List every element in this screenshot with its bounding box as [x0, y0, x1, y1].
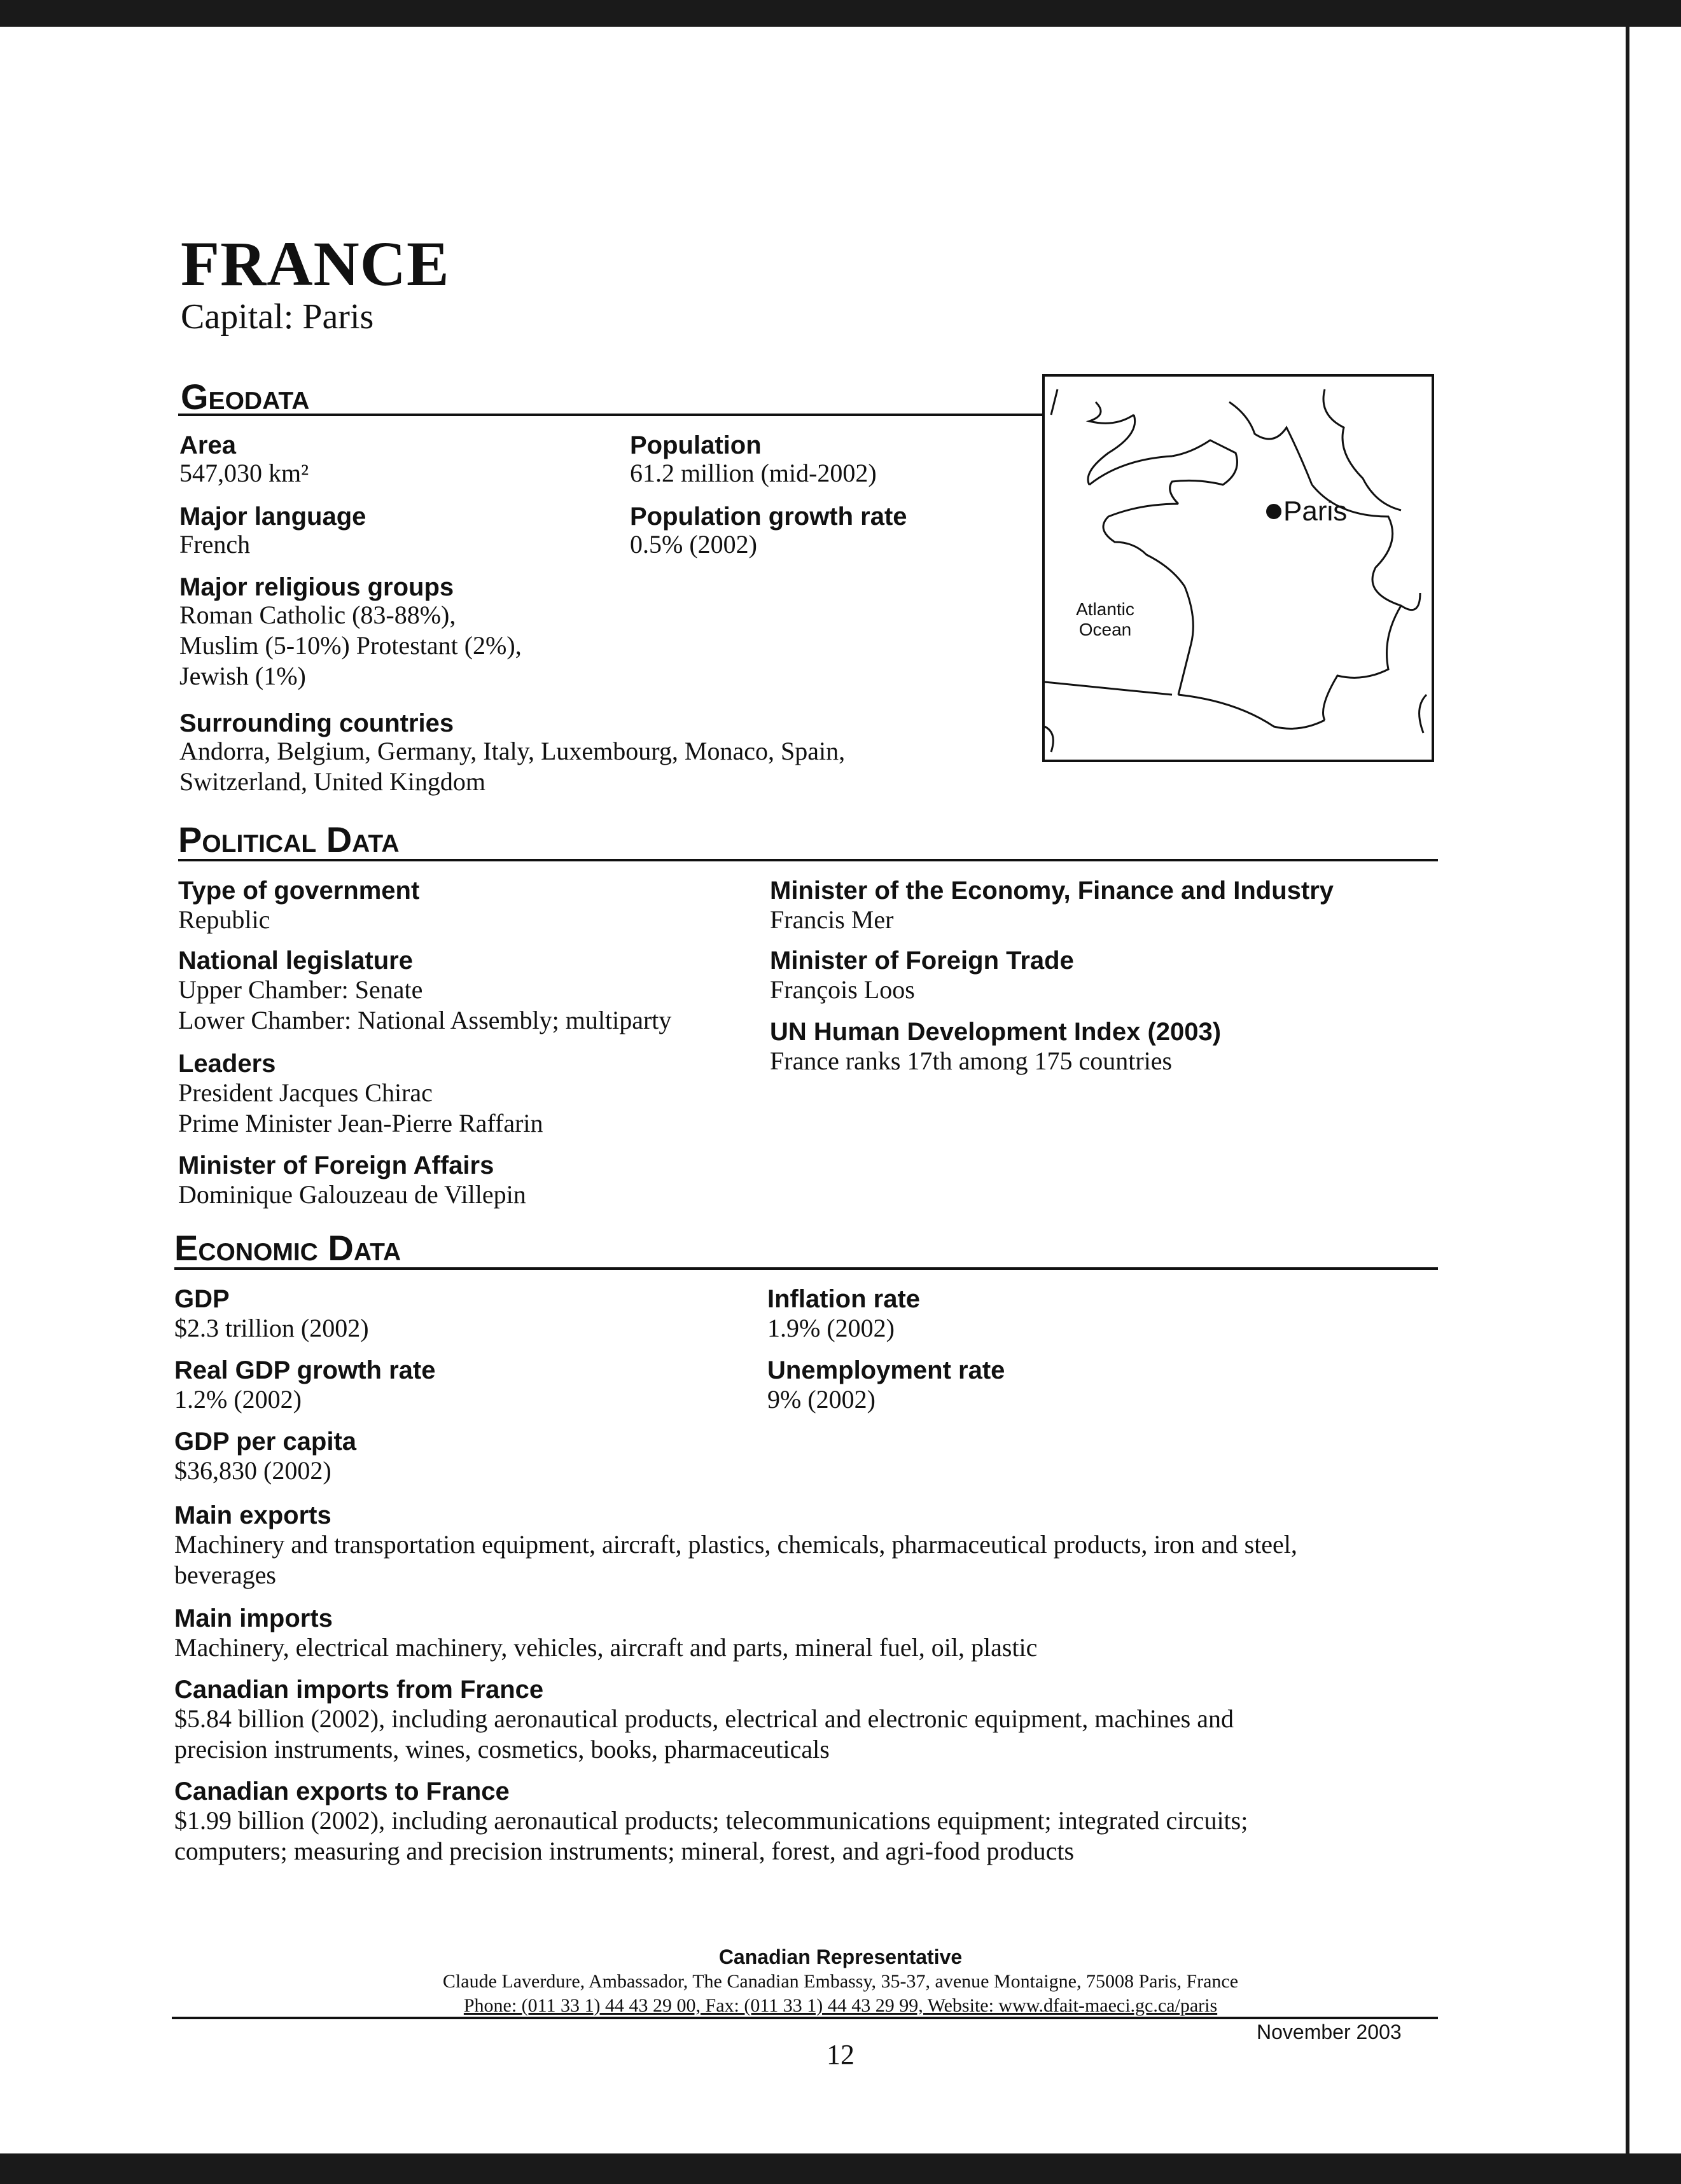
population-growth-label: Population growth rate: [630, 503, 907, 531]
religious-groups-line: Roman Catholic (83-88%),: [179, 601, 456, 629]
unemployment-rate-value: 9% (2002): [767, 1385, 875, 1414]
leaders-line: President Jacques Chirac: [178, 1078, 433, 1107]
map-ocean-label: Atlantic Ocean: [1076, 599, 1134, 639]
paris-marker: [1266, 504, 1281, 519]
scan-border-bottom: [0, 2153, 1681, 2184]
bay-outline: [1045, 727, 1053, 752]
economy-minister-label: Minister of the Economy, Finance and Industry: [770, 877, 1334, 905]
main-exports-line: beverages: [174, 1561, 276, 1589]
brittany-coast: [1103, 504, 1185, 587]
main-imports-label: Main imports: [174, 1604, 333, 1632]
area-value: 547,030 km²: [179, 459, 309, 487]
foreign-affairs-minister-label: Minister of Foreign Affairs: [178, 1151, 494, 1179]
page-number: 12: [827, 2039, 854, 2070]
map-paris-label: Paris: [1283, 496, 1348, 527]
france-outline-graphic: [1045, 377, 1434, 762]
gdp-label: GDP: [174, 1285, 230, 1313]
inflation-rate-label: Inflation rate: [767, 1285, 921, 1313]
geodata-heading: Geodata: [181, 377, 310, 417]
gdp-per-capita-value: $36,830 (2002): [174, 1456, 331, 1485]
france-map: [1042, 374, 1434, 762]
spain-coast: [1045, 682, 1172, 695]
page-title: FRANCE: [181, 228, 450, 299]
major-language-label: Major language: [179, 503, 366, 531]
canadian-exports-line: $1.99 billion (2002), including aeronautical products; telecommunications equipment; integrated circuits;: [174, 1806, 1248, 1835]
economy-minister-value: Francis Mer: [770, 905, 894, 934]
canadian-imports-label: Canadian imports from France: [174, 1676, 544, 1704]
national-legislature-line: Lower Chamber: National Assembly; multiparty: [178, 1006, 672, 1034]
foreign-trade-minister-value: François Loos: [770, 975, 915, 1004]
canadian-imports-line: precision instruments, wines, cosmetics, books, pharmaceuticals: [174, 1735, 830, 1763]
religious-groups-line: Jewish (1%): [179, 662, 306, 690]
gdp-value: $2.3 trillion (2002): [174, 1314, 369, 1342]
government-type-label: Type of government: [178, 877, 420, 905]
surrounding-countries-line: Switzerland, United Kingdom: [179, 767, 486, 796]
leaders-label: Leaders: [178, 1050, 276, 1078]
economic-data-heading: Economic Data: [174, 1228, 401, 1268]
gdp-per-capita-label: GDP per capita: [174, 1428, 357, 1456]
france-west-coast: [1178, 587, 1193, 695]
belgium-border: [1229, 402, 1312, 485]
canadian-exports-line: computers; measuring and precision instruments; mineral, forest, and agri-food products: [174, 1837, 1075, 1865]
real-gdp-growth-value: 1.2% (2002): [174, 1385, 302, 1414]
government-type-value: Republic: [178, 905, 270, 934]
population-value: 61.2 million (mid-2002): [630, 459, 877, 487]
religious-groups-line: Muslim (5-10%) Protestant (2%),: [179, 631, 522, 660]
political-data-rule: [178, 859, 1438, 861]
france-north-coast: [1170, 440, 1238, 504]
religious-groups-label: Major religious groups: [179, 573, 454, 601]
footer-heading: Canadian Representative: [718, 1945, 963, 1968]
foreign-trade-minister-label: Minister of Foreign Trade: [770, 947, 1074, 975]
area-label: Area: [179, 431, 236, 459]
main-imports-value: Machinery, electrical machinery, vehicles, aircraft and parts, mineral fuel, oil, plastic: [174, 1633, 1038, 1662]
unemployment-rate-label: Unemployment rate: [767, 1356, 1005, 1384]
hdi-value: France ranks 17th among 175 countries: [770, 1047, 1173, 1075]
national-legislature-line: Upper Chamber: Senate: [178, 975, 423, 1004]
pyrenees-border: [1178, 695, 1325, 728]
england-coastline: [1051, 389, 1172, 485]
footer-contact: Phone: (011 33 1) 44 43 29 00, Fax: (011 33 1) 44 43 29 99, Website: www.dfait-maeci.gc.ca/paris: [463, 1995, 1218, 2016]
leaders-line: Prime Minister Jean-Pierre Raffarin: [178, 1109, 543, 1137]
real-gdp-growth-label: Real GDP growth rate: [174, 1356, 436, 1384]
main-exports-label: Main exports: [174, 1501, 331, 1529]
scan-border-top: [0, 0, 1681, 27]
foreign-affairs-minister-value: Dominique Galouzeau de Villepin: [178, 1180, 526, 1209]
footer-address: Claude Laverdure, Ambassador, The Canadian Embassy, 35-37, avenue Montaigne, 75008 Paris, France: [442, 1971, 1239, 1992]
surrounding-countries-line: Andorra, Belgium, Germany, Italy, Luxembourg, Monaco, Spain,: [179, 737, 846, 765]
scan-border-right: [1626, 27, 1629, 2153]
capital-line: Capital: Paris: [181, 297, 374, 337]
population-label: Population: [630, 431, 762, 459]
national-legislature-label: National legislature: [178, 947, 413, 975]
geodata-rule: [178, 414, 1043, 416]
surrounding-countries-label: Surrounding countries: [179, 709, 454, 737]
major-language-value: French: [179, 530, 251, 559]
footer-rule: [172, 2017, 1438, 2019]
main-exports-line: Machinery and transportation equipment, aircraft, plastics, chemicals, pharmaceutical products, iron and steel,: [174, 1530, 1297, 1559]
inflation-rate-value: 1.9% (2002): [767, 1314, 895, 1342]
germany-border: [1323, 389, 1401, 510]
canadian-exports-label: Canadian exports to France: [174, 1777, 510, 1805]
economic-data-rule: [174, 1267, 1438, 1270]
population-growth-value: 0.5% (2002): [630, 530, 757, 559]
footer-date: November 2003: [1257, 2021, 1402, 2043]
canadian-imports-line: $5.84 billion (2002), including aeronautical products, electrical and electronic equipment, machines and: [174, 1704, 1234, 1733]
hdi-label: UN Human Development Index (2003): [770, 1018, 1222, 1046]
corsica-outline: [1419, 695, 1426, 733]
political-data-heading: Political Data: [178, 819, 400, 859]
